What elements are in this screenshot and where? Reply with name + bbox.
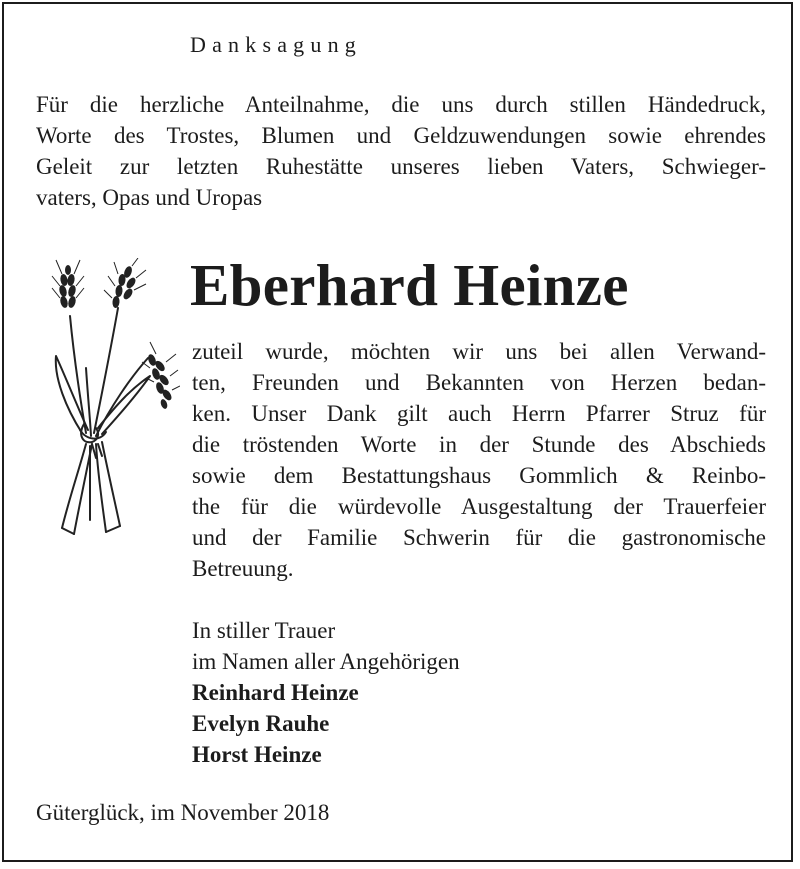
signoff-line: In stiller Trauer	[192, 618, 336, 643]
mourner-name: Evelyn Rauhe	[192, 711, 330, 736]
body-line: Betreuung.	[192, 556, 294, 581]
mourner-name: Reinhard Heinze	[192, 680, 359, 705]
body-line: die tröstenden Worte in der Stunde des Abschieds	[192, 432, 766, 457]
body-line: ken. Unser Dank gilt auch Herrn Pfarrer Struz für	[192, 401, 766, 426]
notice-heading: Danksagung	[190, 32, 362, 57]
body-line: und der Familie Schwerin für die gastronomische	[192, 525, 766, 550]
body-paragraph	[192, 336, 766, 584]
signoff-block	[192, 615, 460, 770]
place-date: Güterglück, im November 2018	[36, 800, 330, 825]
intro-line: Worte des Trostes, Blumen und Geldzuwendungen sowie ehrendes	[36, 123, 766, 148]
intro-line: Geleit zur letzten Ruhestätte unseres lieben Vaters, Schwieger-	[36, 154, 766, 179]
intro-line: vaters, Opas und Uropas	[36, 185, 263, 210]
wheat-bundle-icon	[40, 258, 180, 540]
body-line: ten, Freunden und Bekannten von Herzen bedan-	[192, 370, 766, 395]
body-line: zuteil wurde, möchten wir uns bei allen Verwand-	[192, 339, 766, 364]
signoff-line: im Namen aller Angehörigen	[192, 649, 460, 674]
body-line: the für die würdevolle Ausgestaltung der Trauerfeier	[192, 494, 766, 519]
deceased-name: Eberhard Heinze	[190, 252, 629, 318]
intro-paragraph	[36, 89, 766, 213]
body-line: sowie dem Bestattungshaus Gommlich & Reinbo-	[192, 463, 766, 488]
mourner-name: Horst Heinze	[192, 742, 322, 767]
intro-line: Für die herzliche Anteilnahme, die uns durch stillen Händedruck,	[36, 92, 766, 117]
